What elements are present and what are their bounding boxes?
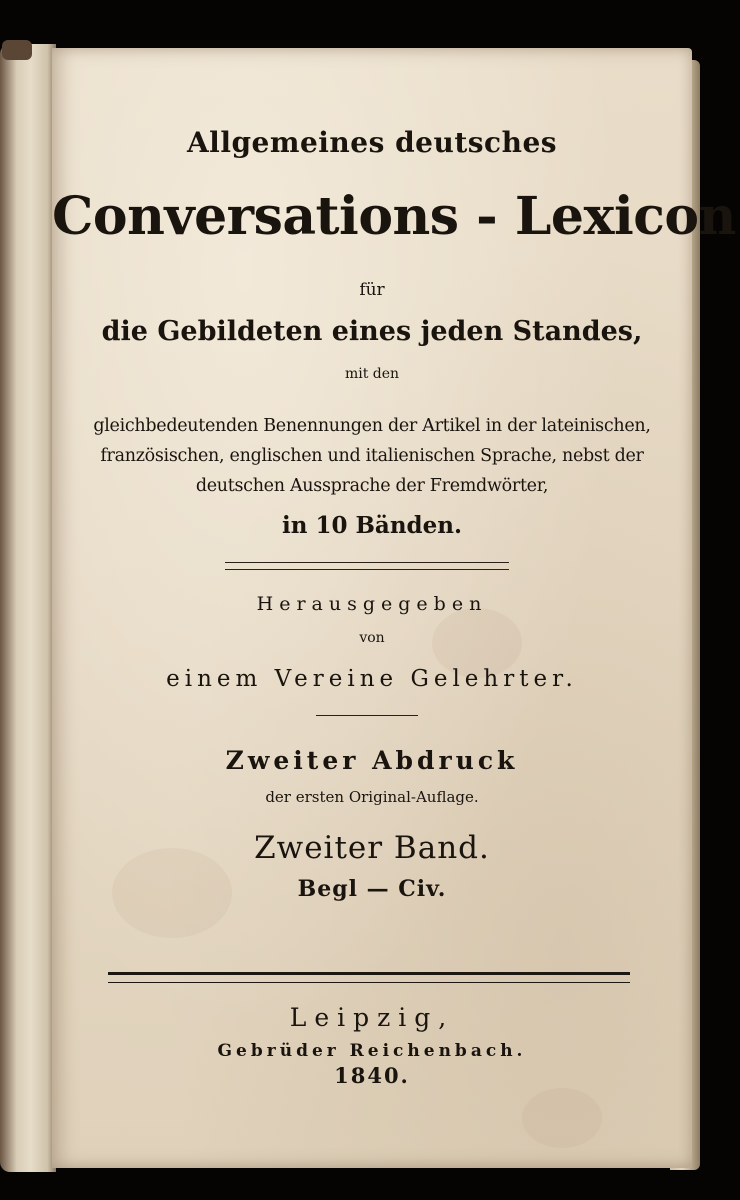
book-cover-edge bbox=[0, 44, 56, 1172]
main-title: Conversations - Lexicon bbox=[52, 186, 736, 247]
edition-note: der ersten Original-Auflage. bbox=[265, 788, 479, 806]
description-line-2: französischen, englischen und italienischen Sprache, nebst der bbox=[100, 446, 644, 466]
description-line-3: deutschen Aussprache der Fremdwörter, bbox=[195, 476, 549, 496]
heading-line-1: Allgemeines deutsches bbox=[186, 126, 558, 159]
paper-stain bbox=[522, 1088, 602, 1148]
place: Leipzig, bbox=[289, 1003, 455, 1032]
thick-rule bbox=[108, 972, 630, 983]
volume-range: Begl — Civ. bbox=[297, 876, 447, 902]
volume-title: Zweiter Band. bbox=[254, 830, 490, 866]
text-herausgegeben: Herausgegeben bbox=[256, 593, 488, 615]
title-page bbox=[52, 48, 736, 1168]
text-fuer: für bbox=[359, 280, 385, 300]
description-line-1: gleichbedeutenden Benennungen der Artikel in der lateinischen, bbox=[93, 416, 651, 436]
year: 1840. bbox=[334, 1063, 410, 1088]
double-rule bbox=[225, 562, 509, 570]
edition: Zweiter Abdruck bbox=[225, 746, 519, 775]
publisher: Gebrüder Reichenbach. bbox=[217, 1041, 527, 1061]
subtitle: die Gebildeten eines jeden Standes, bbox=[101, 316, 643, 347]
short-rule bbox=[316, 715, 418, 716]
text-mit-den: mit den bbox=[344, 366, 400, 382]
editors: einem Vereine Gelehrter. bbox=[166, 666, 578, 692]
book-spine bbox=[2, 40, 32, 60]
volume-count: in 10 Bänden. bbox=[282, 512, 462, 539]
text-von: von bbox=[359, 630, 385, 646]
